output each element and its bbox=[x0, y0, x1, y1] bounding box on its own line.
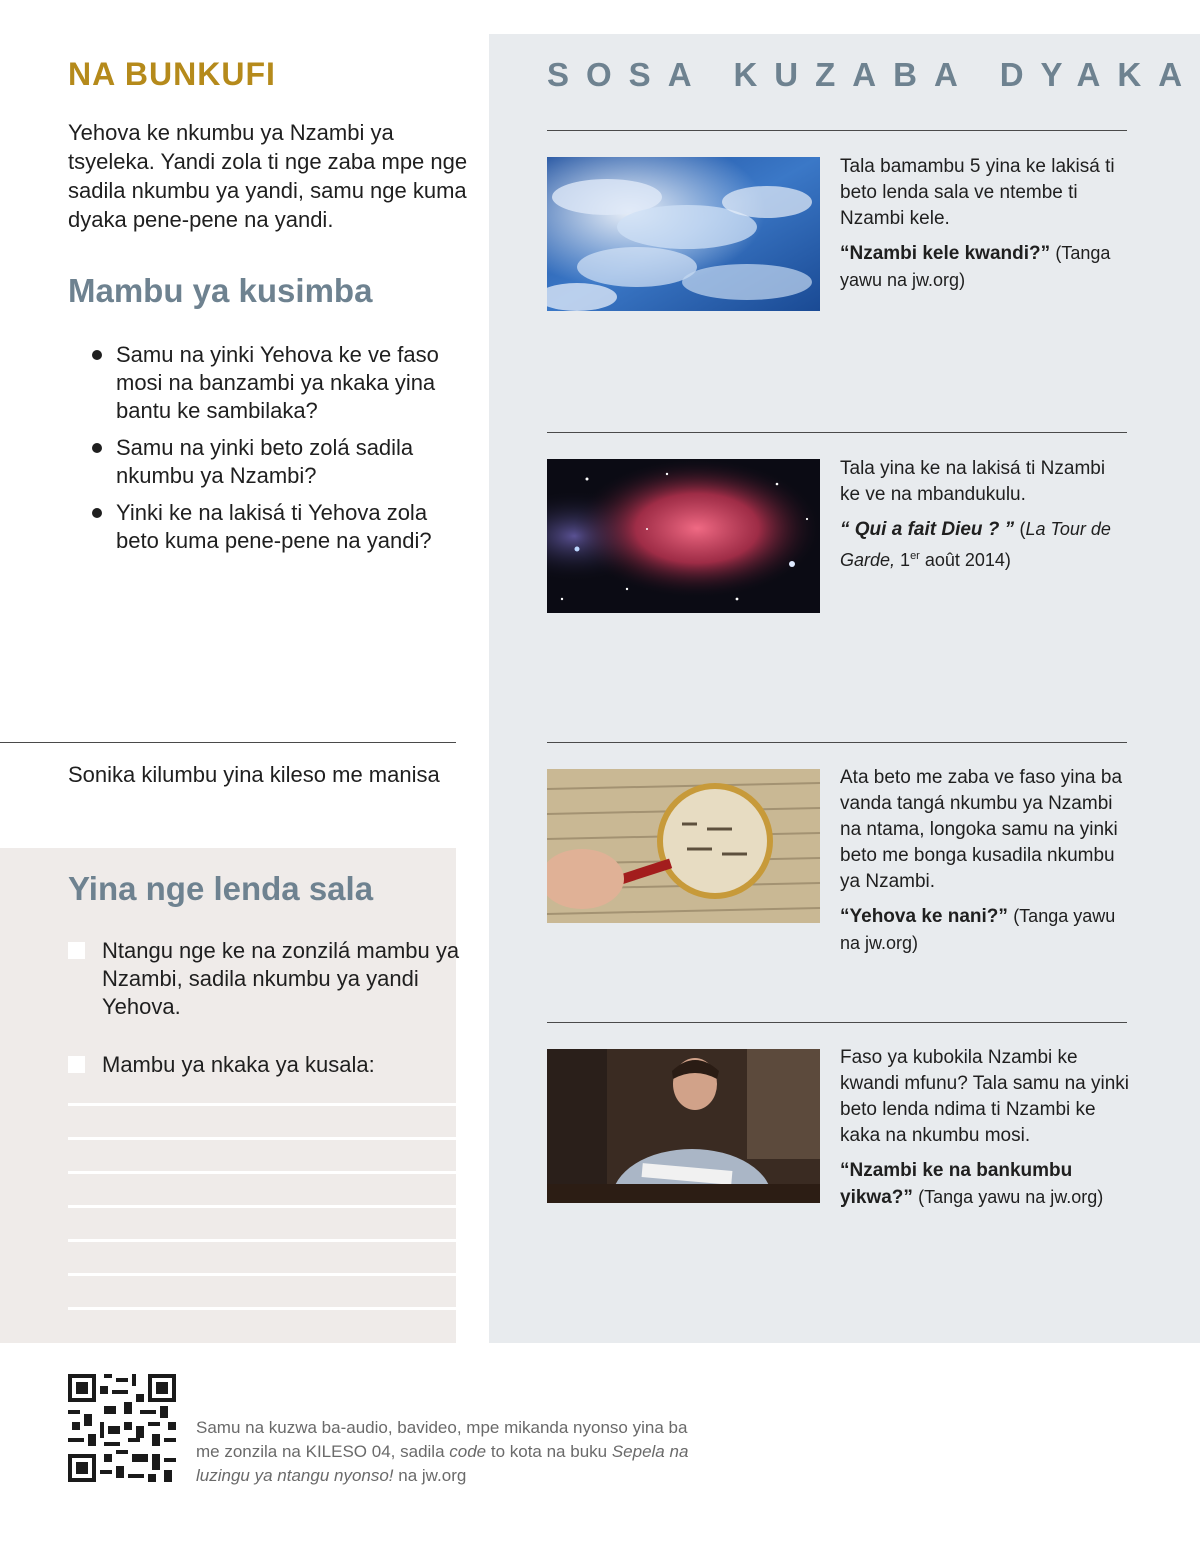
bullet-icon bbox=[92, 350, 102, 360]
plan-box bbox=[0, 848, 456, 1343]
review-title: Mambu ya kusimba bbox=[68, 272, 373, 309]
checkbox[interactable] bbox=[68, 1056, 85, 1073]
review-list bbox=[90, 341, 460, 564]
plan-item: Ntangu nge ke na zonzilá mambu ya Nzambi, sadila nkumbu ya yandi Yehova. bbox=[68, 937, 462, 1021]
writing-line[interactable] bbox=[68, 1171, 456, 1174]
magnifying-glass-image bbox=[547, 769, 820, 923]
bullet-icon bbox=[92, 508, 102, 518]
writing-line[interactable] bbox=[68, 1103, 456, 1106]
writing-line[interactable] bbox=[68, 1273, 456, 1276]
writing-line[interactable] bbox=[68, 1137, 456, 1140]
writing-line[interactable] bbox=[68, 1239, 456, 1242]
explore-link[interactable]: “Nzambi kele kwandi?” (Tanga yawu na jw.org) bbox=[840, 243, 1111, 290]
divider bbox=[547, 1022, 1127, 1023]
divider bbox=[547, 432, 1127, 433]
divider bbox=[547, 742, 1127, 743]
review-item: Samu na yinki Yehova ke ve faso mosi na banzambi ya nkaka yina bantu ke sambilaka? bbox=[90, 341, 460, 425]
explore-card-text: Ata beto me zaba ve faso yina ba vanda tangá nkumbu ya Nzambi na ntama, longoka samu na yinki beto me bonga kusadila nkumbu ya Nzambi. “Yehova ke nani?” (Tanga yawu na jw.org) bbox=[840, 765, 1130, 957]
checkbox[interactable] bbox=[68, 942, 85, 959]
nebula-image bbox=[547, 459, 820, 613]
writing-line[interactable] bbox=[68, 1205, 456, 1208]
explore-link[interactable]: “ Qui a fait Dieu ? ” (La Tour de Garde, 1er août 2014) bbox=[840, 519, 1111, 570]
explore-title: SOSA KUZABA DYAKA bbox=[547, 56, 1200, 93]
review-item: Yinki ke na lakisá ti Yehova zola beto kuma pene-pene na yandi? bbox=[90, 499, 460, 555]
review-item: Samu na yinki beto zolá sadila nkumbu ya Nzambi? bbox=[90, 434, 460, 490]
summary-title: NA BUNKUFI bbox=[68, 56, 276, 92]
man-reading-image bbox=[547, 1049, 820, 1203]
explore-card-text: Tala bamambu 5 yina ke lakisá ti beto lenda sala ve ntembe ti Nzambi kele. “Nzambi kele kwandi?” (Tanga yawu na jw.org) bbox=[840, 154, 1130, 294]
plan-item: Mambu ya nkaka ya kusala: bbox=[68, 1051, 462, 1079]
divider bbox=[547, 130, 1127, 131]
explore-link[interactable]: “Yehova ke nani?” (Tanga yawu na jw.org) bbox=[840, 906, 1116, 953]
explore-card-text: Faso ya kubokila Nzambi ke kwandi mfunu? Tala samu na yinki beto lenda ndima ti Nzambi ke kaka na nkumbu mosi. “Nzambi ke na bankumbu yikwa?” (Tanga yawu na jw.org) bbox=[840, 1045, 1130, 1211]
explore-card-text: Tala yina ke na lakisá ti Nzambi ke ve na mbandukulu. “ Qui a fait Dieu ? ” (La Tour de Garde, 1er août 2014) bbox=[840, 456, 1130, 574]
writing-line[interactable] bbox=[68, 1307, 456, 1310]
divider bbox=[0, 742, 456, 743]
sky-clouds-image bbox=[547, 157, 820, 311]
summary-text: Yehova ke nkumbu ya Nzambi ya tsyeleka. Yandi zola ti nge zaba mpe nge sadila nkumbu ya yandi, samu nge kuma dyaka pene-pene na yandi. bbox=[68, 120, 468, 232]
footer-text: Samu na kuzwa ba-audio, bavideo, mpe mikanda nyonso yina ba me zonzila na KILESO 04, sadila code to kota na buku Sepela na luzingu ya ntangu nyonso! na jw.org bbox=[196, 1418, 689, 1485]
record-text: Sonika kilumbu yina kileso me manisa bbox=[68, 762, 440, 787]
plan-title: Yina nge lenda sala bbox=[68, 870, 374, 907]
explore-link[interactable]: “Nzambi ke na bankumbu yikwa?” (Tanga yawu na jw.org) bbox=[840, 1160, 1104, 1208]
qr-code-icon[interactable] bbox=[68, 1374, 176, 1482]
bullet-icon bbox=[92, 443, 102, 453]
